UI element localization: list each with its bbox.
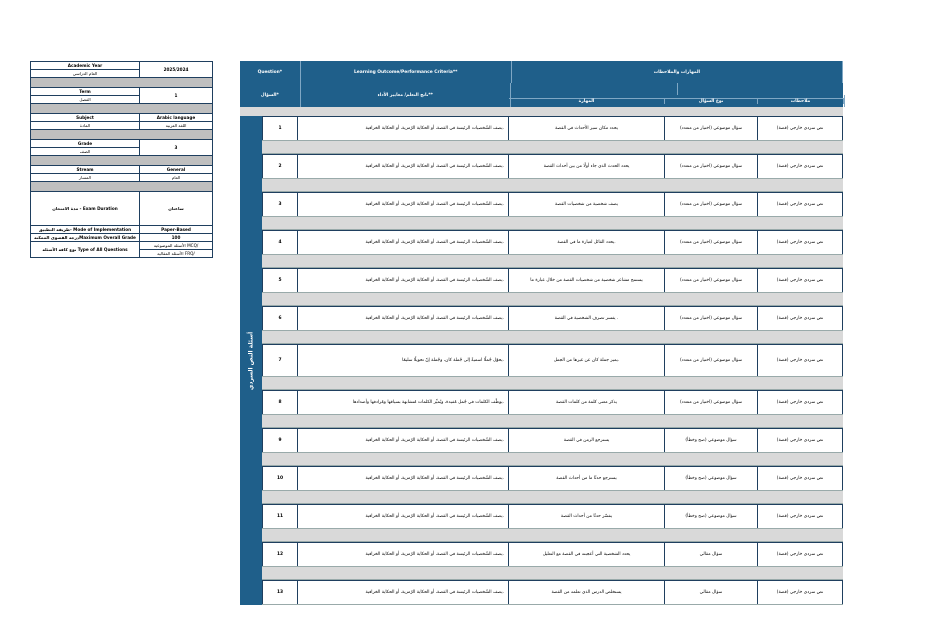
learning-outcome: يصف الشّخصيات الرئيسة في القصة، أو الحكاية الرّمزية، أو الحكاية الخرافية. bbox=[298, 542, 509, 566]
table-row bbox=[262, 344, 843, 377]
subject-label-ar: المادة bbox=[31, 121, 139, 129]
term-label: Term bbox=[79, 89, 91, 94]
subject-value: Arabic language bbox=[156, 115, 196, 120]
term-label-ar: الفصل bbox=[31, 95, 139, 103]
max-grade-value: 100 bbox=[171, 235, 181, 240]
skill-cell: يحدد مكان سير الأحداث في القصة bbox=[509, 116, 665, 140]
learning-outcome: يصف الشّخصيات الرئيسة في القصة، أو الحكاية الرّمزية، أو الحكاية الخرافية. bbox=[298, 428, 509, 452]
question-rows bbox=[262, 116, 843, 605]
exam-info-table bbox=[30, 61, 213, 258]
notes-cell: نص سردي خارجي (قصة) bbox=[758, 154, 843, 178]
notes-cell: نص سردي خارجي (قصة) bbox=[758, 428, 843, 452]
question-type-cell: سؤال موضوعي (اختيار من متعدد) bbox=[665, 344, 758, 376]
learning-outcome: يصف الشّخصيات الرئيسة في القصة، أو الحكاية الرّمزية، أو الحكاية الخرافية. bbox=[298, 154, 509, 178]
max-grade-row bbox=[31, 234, 212, 242]
table-row bbox=[262, 390, 843, 415]
question-number: 13 bbox=[262, 580, 298, 604]
question-number: 12 bbox=[262, 542, 298, 566]
learning-outcome: يصف الشّخصيات الرئيسة في القصة، أو الحكاية الرّمزية، أو الحكاية الخرافية. bbox=[298, 192, 509, 216]
notes-cell: نص سردي خارجي (قصة) bbox=[758, 116, 843, 140]
question-number: 5 bbox=[262, 268, 298, 292]
skill-cell: يفسر تصرف الشخصية في القصة . bbox=[509, 306, 665, 330]
notes-header: ملاحظات bbox=[758, 98, 844, 104]
question-number: 1 bbox=[262, 116, 298, 140]
notes-cell: نص سردي خارجي (قصة) bbox=[758, 504, 843, 528]
question-type-cell: سؤال موضوعي (صح وخطأ) bbox=[665, 504, 758, 528]
max-grade-label: درجة القصوى الممكنةMaximum Overall Grade bbox=[34, 235, 136, 240]
specification-table bbox=[240, 61, 843, 605]
question-type-cell: سؤال موضوعي (اختيار من متعدد) bbox=[665, 230, 758, 254]
question-type-row bbox=[31, 242, 212, 257]
skill-cell: يستخلص الدرس الذي تعلمه من القصة bbox=[509, 580, 665, 604]
learning-outcome: يصف الشّخصيات الرئيسة في القصة، أو الحكاية الرّمزية، أو الحكاية الخرافية. bbox=[298, 230, 509, 254]
question-number: 3 bbox=[262, 192, 298, 216]
table-row bbox=[262, 268, 843, 293]
stream-label-ar: المسار bbox=[31, 173, 139, 181]
header-row-2 bbox=[240, 83, 843, 107]
learning-outcome: يصف الشّخصيات الرئيسة في القصة، أو الحكاية الرّمزية، أو الحكاية الخرافية. bbox=[298, 466, 509, 490]
learning-outcome-header: Learning Outcome/Performance Criteria** bbox=[301, 61, 512, 83]
mode-value: Paper-Based bbox=[161, 227, 191, 232]
term-value: 1 bbox=[174, 93, 178, 98]
academic-year-value: 2025/2024 bbox=[163, 67, 189, 72]
skill-cell: يحدد القائل لعبارة ما في القصة. bbox=[509, 230, 665, 254]
question-type-cell: سؤال موضوعي (اختيار من متعدد) bbox=[665, 154, 758, 178]
notes-cell: نص سردي خارجي (قصة) bbox=[758, 542, 843, 566]
learning-outcome-header-ar: ناتج التعلم/ معايير الأداء** bbox=[301, 83, 511, 107]
question-type-cell: سؤال مقالي bbox=[665, 580, 758, 604]
skill-cell: يسترجع حدثًا ما من أحداث القصة bbox=[509, 466, 665, 490]
skill-cell: يحدد الشخصية التي أعجبته في القصة مع التعليل bbox=[509, 542, 665, 566]
stream-label: Stream bbox=[76, 167, 94, 172]
table-row bbox=[262, 504, 843, 529]
academic-year-label: Academic Year bbox=[67, 63, 103, 68]
learning-outcome: يصف الشّخصيات الرئيسة في القصة، أو الحكاية الرّمزية، أو الحكاية الخرافية. bbox=[298, 504, 509, 528]
stream-value: General bbox=[166, 167, 186, 172]
question-type-cell: سؤال مقالي bbox=[665, 542, 758, 566]
table-row bbox=[262, 580, 843, 605]
grade-label: Grade bbox=[77, 141, 93, 146]
skill-cell: يميز جملة كان عن غيرها من الجمل. bbox=[509, 344, 665, 376]
notes-cell: نص سردي خارجي (قصة) bbox=[758, 268, 843, 292]
subject-label: Subject bbox=[76, 115, 94, 120]
question-number: 9 bbox=[262, 428, 298, 452]
question-type-cell: سؤال موضوعي (صح وخطأ) bbox=[665, 428, 758, 452]
table-row bbox=[262, 542, 843, 567]
stream-row bbox=[31, 166, 212, 182]
question-type-cell: سؤال موضوعي (اختيار من متعدد) bbox=[665, 192, 758, 216]
notes-cell: نص سردي خارجي (قصة) bbox=[758, 390, 843, 414]
stream-value-ar: العام bbox=[140, 173, 212, 181]
notes-cell: نص سردي خارجي (قصة) bbox=[758, 230, 843, 254]
question-type-cell: سؤال موضوعي (اختيار من متعدد) bbox=[665, 306, 758, 330]
notes-cell: نص سردي خارجي (قصة) bbox=[758, 466, 843, 490]
skill-cell: يحدد الحدث الذي جاء أولًا من بين أحداث القصة bbox=[509, 154, 665, 178]
skill-cell: يذكر معنى كلمة من كلمات القصة bbox=[509, 390, 665, 414]
mode-label: طريقة التطبيق- Mode of Implementation bbox=[38, 227, 132, 232]
notes-cell: نص سردي خارجي (قصة) bbox=[758, 306, 843, 330]
question-header-ar: السؤال* bbox=[240, 83, 301, 107]
table-row bbox=[262, 154, 843, 179]
table-row bbox=[262, 116, 843, 141]
mode-row bbox=[31, 226, 212, 234]
question-type-cell: سؤال موضوعي (صح وخطأ) bbox=[665, 466, 758, 490]
learning-outcome: يحوّل جُملًا اسميةً إلى جُملة كان، وجُملة إنّ تحويلًا سليمًا. bbox=[298, 344, 509, 376]
table-row bbox=[262, 306, 843, 331]
question-type-cell: سؤال موضوعي (اختيار من متعدد) bbox=[665, 268, 758, 292]
question-number: 7 bbox=[262, 344, 298, 376]
question-number: 10 bbox=[262, 466, 298, 490]
notes-cell: نص سردي خارجي (قصة) bbox=[758, 344, 843, 376]
question-number: 6 bbox=[262, 306, 298, 330]
term-row bbox=[31, 88, 212, 104]
skill-cell: يصف شخصية من شخصيات القصة bbox=[509, 192, 665, 216]
academic-year-label-ar: العام الدراسي bbox=[31, 69, 139, 77]
skill-header: المهارة bbox=[509, 98, 665, 104]
question-type-frq: الأسئلة المقالية FRQ/ bbox=[140, 249, 212, 257]
learning-outcome: يصف الشّخصيات الرئيسة في القصة، أو الحكاية الرّمزية، أو الحكاية الخرافية. bbox=[298, 580, 509, 604]
subject-row bbox=[31, 114, 212, 130]
duration-row bbox=[31, 192, 212, 226]
learning-outcome: يصف الشّخصيات الرئيسة في القصة، أو الحكاية الرّمزية، أو الحكاية الخرافية. bbox=[298, 116, 509, 140]
question-number: 4 bbox=[262, 230, 298, 254]
skill-cell: يستنتج مشاعر شخصية من شخصيات القصة من خلال عبارة ما bbox=[509, 268, 665, 292]
question-type-cell: سؤال موضوعي (اختيار من متعدد) bbox=[665, 390, 758, 414]
academic-year-row bbox=[31, 62, 212, 78]
skills-header: المهارات والملاحظات bbox=[512, 61, 843, 83]
question-type-header: نوع السؤال bbox=[665, 98, 758, 104]
duration-label: مدة الامتحان - Exam Duration bbox=[52, 206, 118, 211]
question-type-mcq: الأسئلة الموضوعية MCQ/ bbox=[153, 243, 199, 248]
question-type-label: نوع كافة الأسئلة Type of All Questions bbox=[42, 247, 128, 252]
table-row bbox=[262, 230, 843, 255]
notes-cell: نص سردي خارجي (قصة) bbox=[758, 192, 843, 216]
table-row bbox=[262, 192, 843, 217]
grade-row bbox=[31, 140, 212, 156]
header-row-1 bbox=[240, 61, 843, 83]
notes-cell: نص سردي خارجي (قصة) bbox=[758, 580, 843, 604]
table-row bbox=[262, 428, 843, 453]
section-label: أسئلة النص السردي bbox=[240, 116, 262, 605]
question-type-cell: سؤال موضوعي (اختيار من متعدد) bbox=[665, 116, 758, 140]
table-row bbox=[262, 466, 843, 491]
question-header: Question* bbox=[240, 61, 301, 83]
skill-cell: يسترجع الزمن في القصة bbox=[509, 428, 665, 452]
learning-outcome: يصف الشّخصيات الرئيسة في القصة، أو الحكاية الرّمزية، أو الحكاية الخرافية. bbox=[298, 306, 509, 330]
grade-label-ar: الصف bbox=[31, 147, 139, 155]
learning-outcome: يصف الشّخصيات الرئيسة في القصة، أو الحكاية الرّمزية، أو الحكاية الخرافية. bbox=[298, 268, 509, 292]
grade-value: 3 bbox=[174, 145, 178, 150]
subject-value-ar: اللغة العربية bbox=[140, 121, 212, 129]
question-number: 11 bbox=[262, 504, 298, 528]
duration-value: ساعتان bbox=[168, 206, 184, 211]
question-number: 2 bbox=[262, 154, 298, 178]
skill-cell: يفسّر حدثًا من أحداث القصة bbox=[509, 504, 665, 528]
question-number: 8 bbox=[262, 390, 298, 414]
learning-outcome: يوظّف الكلمات في جُمل مُفيدة، ويُميِّز الكلمات مُتشابهة بسياقها ومُرادفها وأضدادها. bbox=[298, 390, 509, 414]
